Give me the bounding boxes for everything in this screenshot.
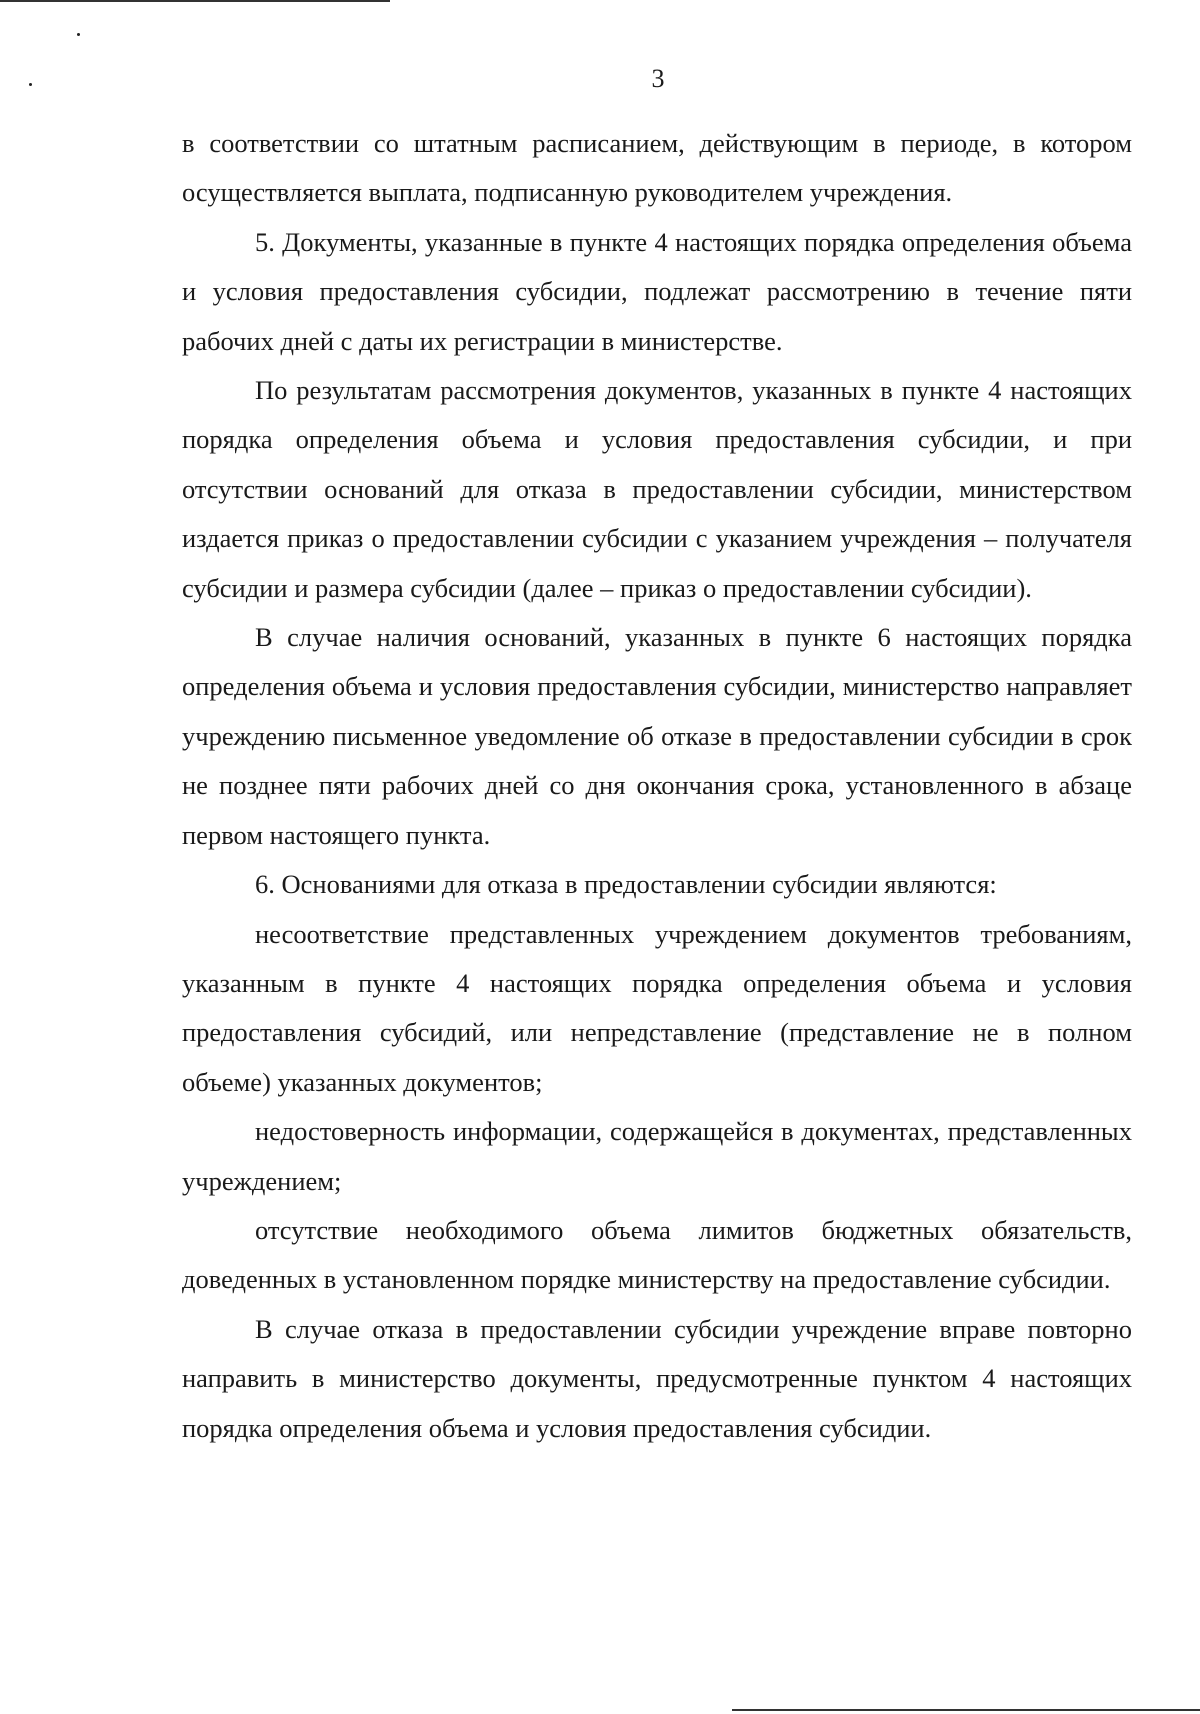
document-body xyxy=(182,119,1132,1453)
top-edge-rule xyxy=(0,0,390,2)
paragraph-ground-limits: отсутствие необходимого объема лимитов бюджетных обязательств, доведенных в установленном порядке министерству на предоставление субсидии. xyxy=(182,1214,1132,1295)
paragraph-continuation: в соответствии со штатным расписанием, действующим в периоде, в котором осуществляется выплата, подписанную руководителем учреждения. xyxy=(182,128,1132,208)
page-number: 3 xyxy=(651,64,665,93)
scan-speck xyxy=(77,33,80,36)
paragraph-resubmission: В случае отказа в предоставлении субсидии учреждение вправе повторно направить в министерство документы, предусмотренные пунктом 4 настоящих порядка определения объема и условия предоставления субсидии. xyxy=(182,1313,1132,1443)
paragraph-review-results: По результатам рассмотрения документов, указанных в пункте 4 настоящих порядка определения объема и условия предоставления субсидии, и при отсутствии оснований для отказа в предоставлении субсидии, министерством издается приказ о предоставлении субсидии с указанием учреждения – получателя субсидии и размера субсидии (далее – приказ о предоставлении субсидии). xyxy=(182,375,1132,603)
paragraph-item-6: 6. Основаниями для отказа в предоставлении субсидии являются: xyxy=(255,869,997,900)
paragraph-ground-unreliable: недостоверность информации, содержащейся в документах, представленных учреждением; xyxy=(182,1116,1132,1196)
paragraph-ground-mismatch: несоответствие представленных учреждением документов требованиям, указанным в пункте 4 настоящих порядка определения объема и условия предоставления субсидий, или непредставление (представление не в полном объеме) указанных документов; xyxy=(182,918,1132,1097)
bottom-edge-rule xyxy=(732,1709,1200,1711)
paragraph-item-5: 5. Документы, указанные в пункте 4 настоящих порядка определения объема и условия предоставления субсидии, подлежат рассмотрению в течение пяти рабочих дней с даты их регистрации в министерстве. xyxy=(182,226,1132,356)
paragraph-refusal-notice: В случае наличия оснований, указанных в пункте 6 настоящих порядка определения объема и условия предоставления субсидии, министерство направляет учреждению письменное уведомление об отказе в предоставлении субсидии в срок не позднее пяти рабочих дней со дня окончания срока, установленного в абзаце первом настоящего пункта. xyxy=(182,622,1132,850)
